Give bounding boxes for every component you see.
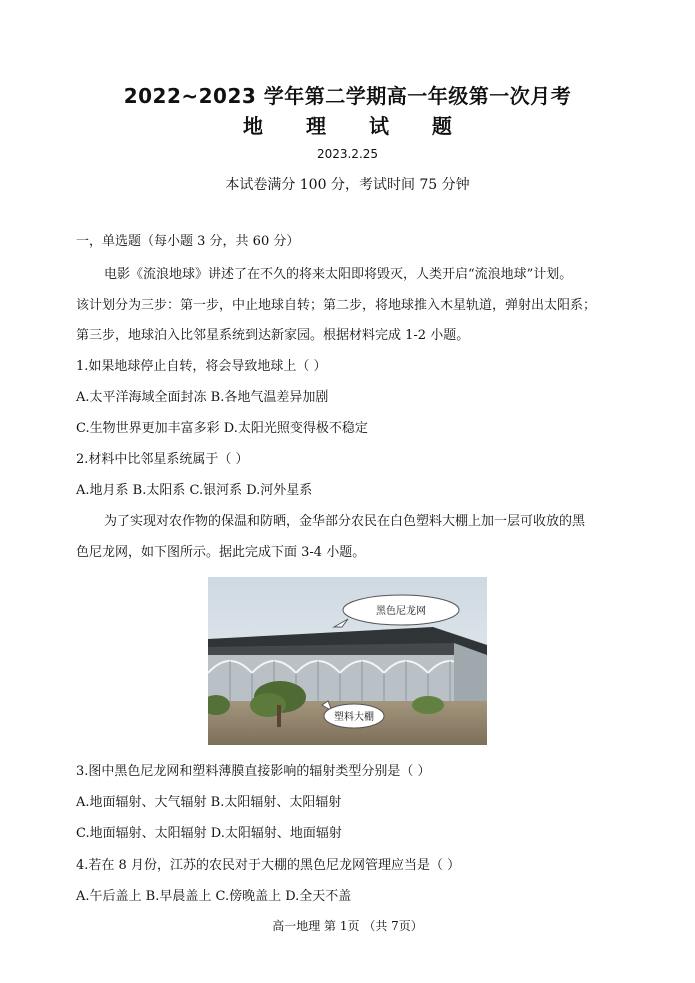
exam-title: 2022~2023 学年第二学期高一年级第一次月考 xyxy=(123,84,572,108)
q4-stem: 4.若在 8 月份，江苏的农民对于大棚的黑色尼龙网管理应当是（ ） xyxy=(76,858,461,873)
q2-stem: 2.材料中比邻星系统属于（ ） xyxy=(76,452,249,467)
q3-stem: 3.图中黑色尼龙网和塑料薄膜直接影响的辐射类型分别是（ ） xyxy=(76,764,431,779)
exam-subject: 地 理 试 题 xyxy=(243,114,470,138)
q1-stem: 1.如果地球停止自转，将会导致地球上（ ） xyxy=(76,359,327,374)
passage2-line1: 为了实现对农作物的保温和防晒，金华部分农民在白色塑料大棚上加一层可收放的黑 xyxy=(104,514,586,529)
exam-info: 本试卷满分 100 分，考试时间 75 分钟 xyxy=(225,177,470,193)
net-label: 黑色尼龙网 xyxy=(376,606,426,617)
passage1-line3: 第三步，地球泊入比邻星系统到达新家园。根据材料完成 1-2 小题。 xyxy=(76,328,470,343)
q3-options-row2: C.地面辐射、太阳辐射 D.太阳辐射、地面辐射 xyxy=(76,826,342,841)
passage2-line2: 色尼龙网，如下图所示。据此完成下面 3-4 小题。 xyxy=(76,545,366,560)
exam-date: 2023.2.25 xyxy=(316,147,379,161)
passage1-line1: 电影《流浪地球》讲述了在不久的将来太阳即将毁灭，人类开启“流浪地球”计划。 xyxy=(104,267,573,282)
greenhouse-photo xyxy=(208,577,487,745)
greenhouse-illustration xyxy=(208,577,487,745)
q3-options-row1: A.地面辐射、大气辐射 B.太阳辐射、太阳辐射 xyxy=(76,795,342,810)
q1-options-row1: A.太平洋海域全面封冻 B.各地气温差异加剧 xyxy=(76,390,329,405)
greenhouse-label: 塑料大棚 xyxy=(334,712,374,723)
q1-options-row2: C.生物世界更加丰富多彩 D.太阳光照变得极不稳定 xyxy=(76,421,368,436)
passage1-line2: 该计划分为三步：第一步，中止地球自转；第二步，将地球推入木星轨道，弹射出太阳系； xyxy=(76,298,597,313)
section-heading: 一，单选题（每小题 3 分，共 60 分） xyxy=(76,234,300,249)
q4-options-row1: A.午后盖上 B.早晨盖上 C.傍晚盖上 D.全天不盖 xyxy=(76,889,352,904)
q2-options-row1: A.地月系 B.太阳系 C.银河系 D.河外星系 xyxy=(76,483,313,498)
page-footer: 高一地理 第 1页 （共 7页） xyxy=(272,919,423,933)
